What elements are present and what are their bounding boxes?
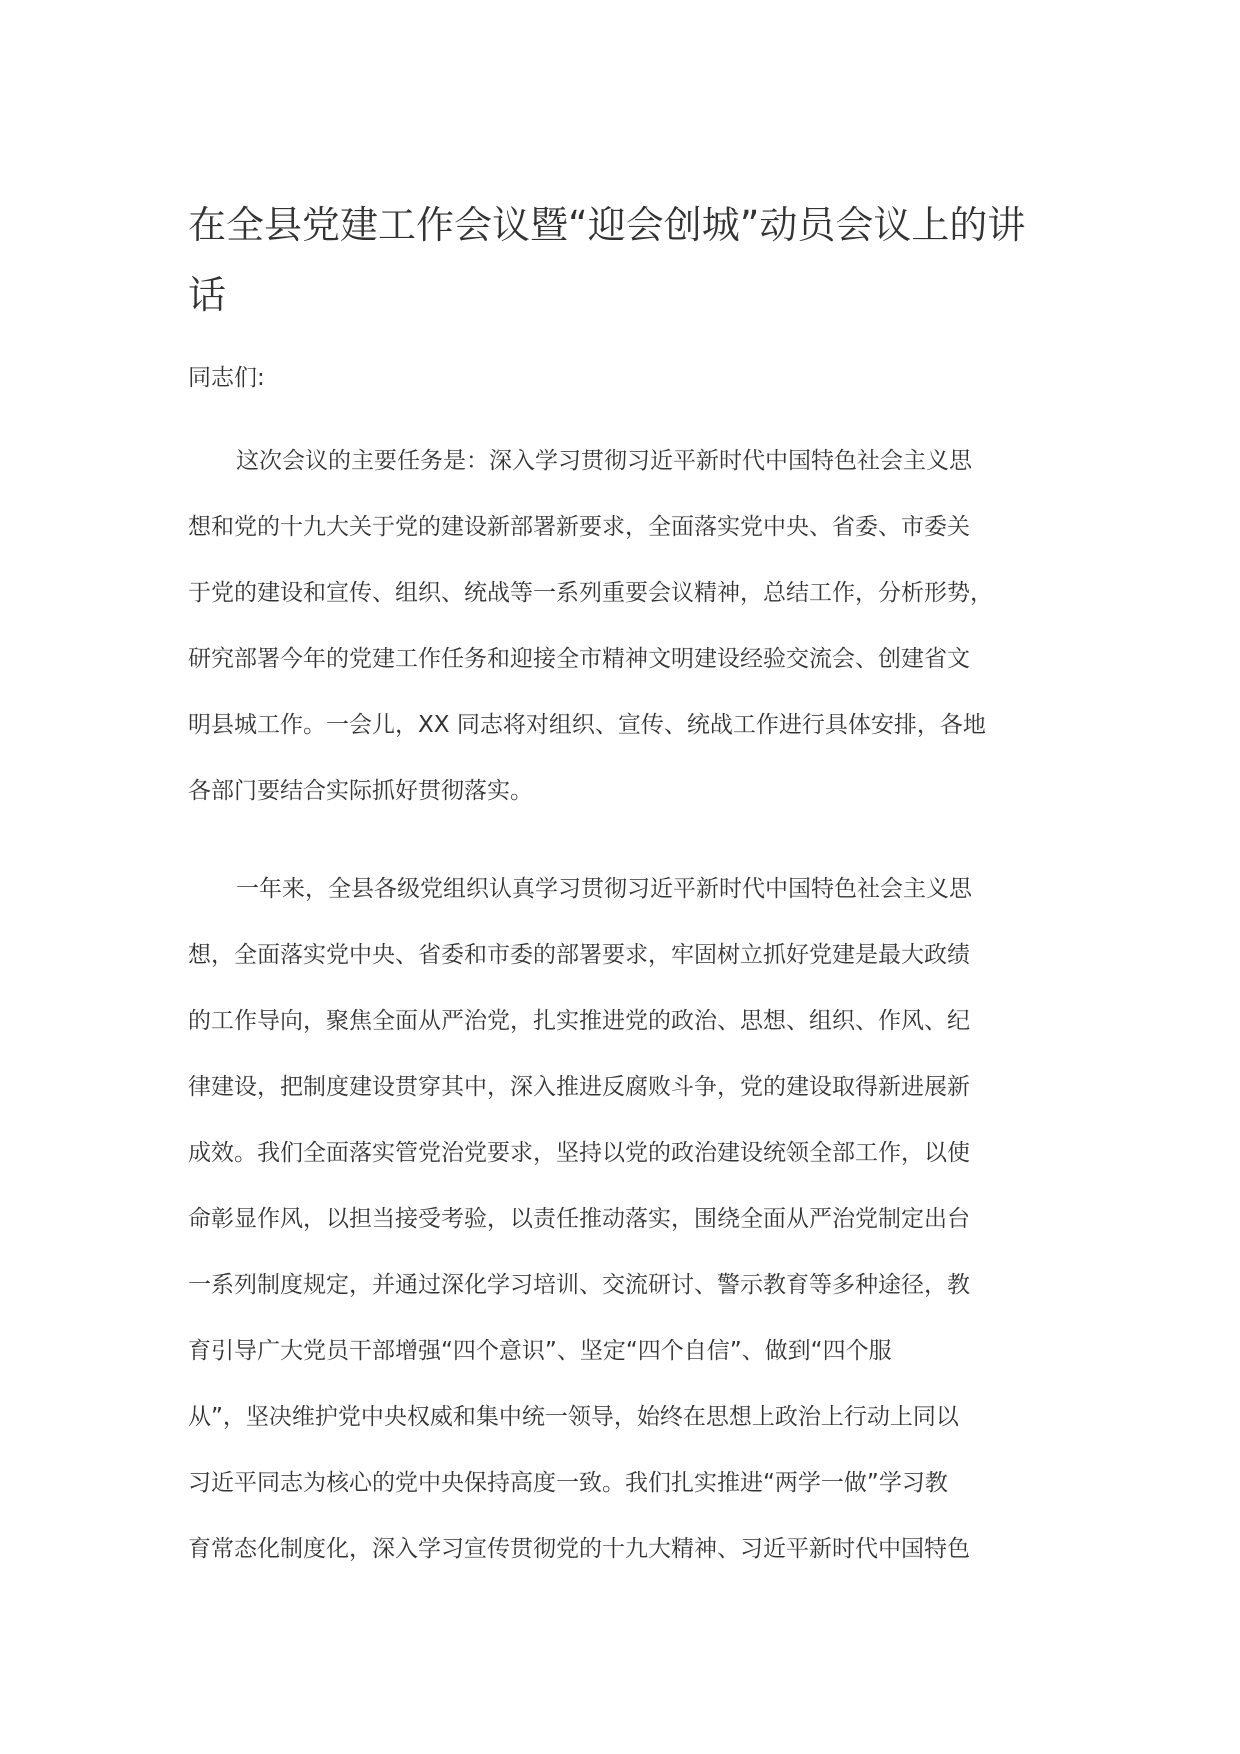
paragraph-line: 明县城工作。一会儿，XX 同志将对组织、宣传、统战工作进行具体安排，各地 (188, 712, 986, 738)
paragraph-line: 各部门要结合实际抓好贯彻落实。 (188, 778, 533, 804)
paragraph-line: 于党的建设和宣传、组织、统战等一系列重要会议精神，总结工作，分析形势， (188, 580, 993, 606)
paragraph-1 (188, 428, 1058, 824)
paragraph-line: 育引导广大党员干部增强“四个意识”、坚定“四个自信”、做到“四个服 (188, 1338, 892, 1364)
salutation: 同志们: (188, 365, 265, 391)
paragraph-2 (188, 856, 1058, 1582)
paragraph-line: 研究部署今年的党建工作任务和迎接全市精神文明建设经验交流会、创建省文 (188, 646, 970, 672)
paragraph-line: 想，全面落实党中央、省委和市委的部署要求，牢固树立抓好党建是最大政绩 (188, 942, 970, 968)
paragraph-line: 命彰显作风，以担当接受考验，以责任推动落实，围绕全面从严治党制定出台 (188, 1206, 970, 1232)
paragraph-line: 育常态化制度化，深入学习宣传贯彻党的十九大精神、习近平新时代中国特色 (188, 1536, 970, 1562)
paragraph-line: 成效。我们全面落实管党治党要求，坚持以党的政治建设统领全部工作，以使 (188, 1140, 970, 1166)
paragraph-line: 一系列制度规定，并通过深化学习培训、交流研讨、警示教育等多种途径，教 (188, 1272, 970, 1298)
document-page (188, 190, 1058, 1582)
paragraph-line: 的工作导向，聚焦全面从严治党，扎实推进党的政治、思想、组织、作风、纪 (188, 1008, 970, 1034)
paragraph-line: 习近平同志为核心的党中央保持高度一致。我们扎实推进“两学一做”学习教 (188, 1470, 948, 1496)
document-title: 在全县党建工作会议暨“迎会创城”动员会议上的讲话 (188, 203, 1026, 317)
paragraph-line: 律建设，把制度建设贯穿其中，深入推进反腐败斗争，党的建设取得新进展新 (188, 1074, 970, 1100)
paragraph-line: 从”，坚决维护党中央权威和集中统一领导，始终在思想上政治上行动上同以 (188, 1404, 959, 1430)
paragraph-line: 一年来，全县各级党组织认真学习贯彻习近平新时代中国特色社会主义思 (236, 876, 972, 902)
paragraph-line: 想和党的十九大关于党的建设新部署新要求，全面落实党中央、省委、市委关 (188, 514, 970, 540)
paragraph-line: 这次会议的主要任务是：深入学习贯彻习近平新时代中国特色社会主义思 (236, 448, 972, 474)
